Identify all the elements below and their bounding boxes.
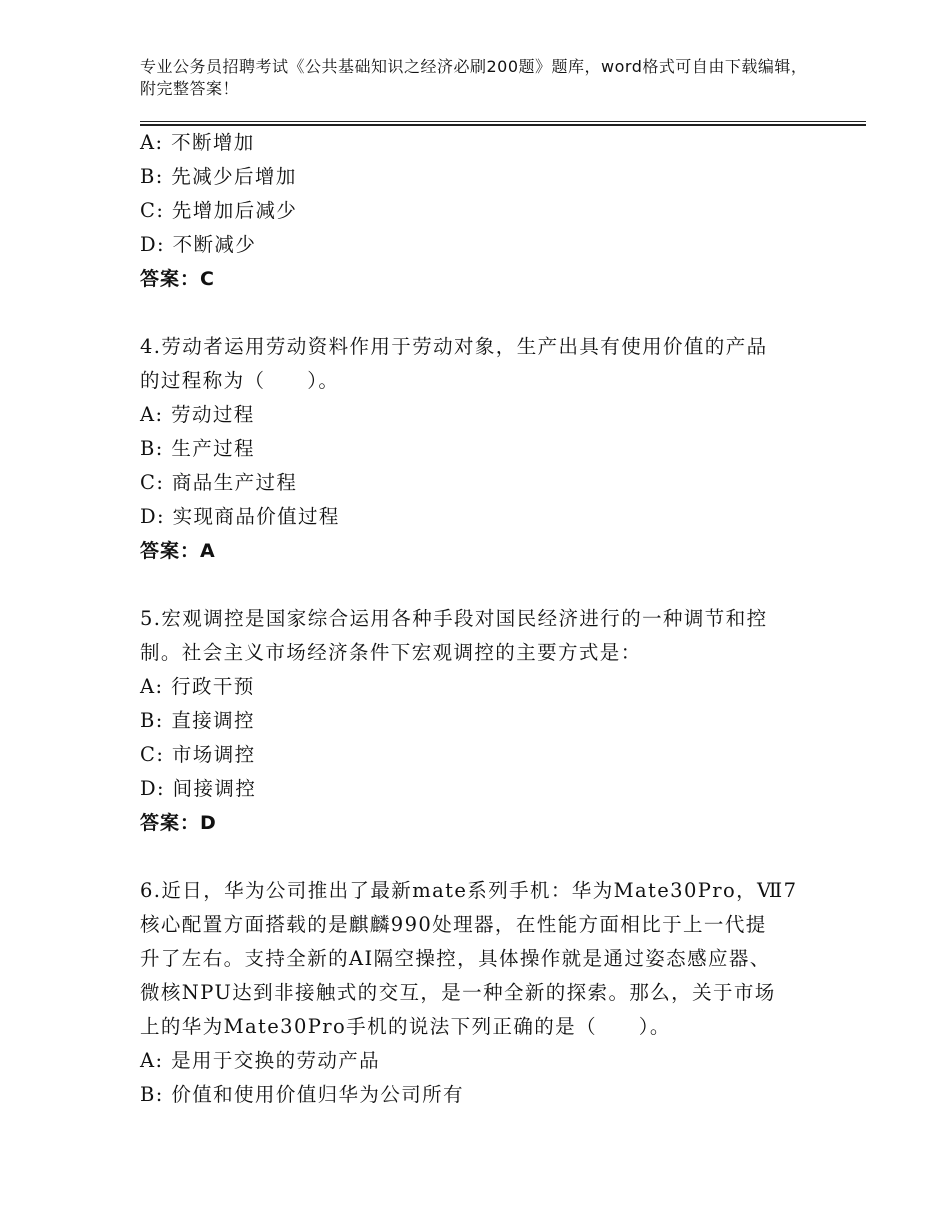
option-d: D: 实现商品价值过程 xyxy=(140,505,340,528)
spacer xyxy=(140,296,820,330)
document-header xyxy=(140,56,820,100)
option-c: C: 市场调控 xyxy=(140,743,256,766)
question-content xyxy=(140,126,820,1112)
question-stem-line: 制。社会主义市场经济条件下宏观调控的主要方式是： xyxy=(140,641,642,664)
answer-label: 答案：A xyxy=(140,540,216,562)
option-a: A: 是用于交换的劳动产品 xyxy=(140,1049,381,1072)
option-a: A: 劳动过程 xyxy=(140,403,255,426)
question-3 xyxy=(140,126,820,296)
option-d: D: 不断减少 xyxy=(140,233,257,256)
question-stem-line: 的过程称为（ ）。 xyxy=(140,369,340,392)
option-b: B: 直接调控 xyxy=(140,709,255,732)
question-stem-line: 6.近日，华为公司推出了最新mate系列手机：华为Mate30Pro，Ⅶ7 xyxy=(140,879,798,902)
question-stem-line: 升了左右。支持全新的AI隔空操控，具体操作就是通过姿态感应器、 xyxy=(140,947,771,970)
question-stem-line: 上的华为Mate30Pro手机的说法下列正确的是（ ）。 xyxy=(140,1015,671,1038)
option-d: D: 间接调控 xyxy=(140,777,257,800)
answer-label: 答案：C xyxy=(140,268,215,290)
header-rule-thin xyxy=(140,121,866,122)
spacer xyxy=(140,568,820,602)
option-a: A: 行政干预 xyxy=(140,675,255,698)
option-c: C: 商品生产过程 xyxy=(140,471,298,494)
header-text: 专业公务员招聘考试《公共基础知识之经济必刷200题》题库，word格式可自由下载编辑，附完整答案！ xyxy=(140,57,808,98)
question-5 xyxy=(140,602,820,840)
option-c: C: 先增加后减少 xyxy=(140,199,298,222)
question-stem-line: 4.劳动者运用劳动资料作用于劳动对象，生产出具有使用价值的产品 xyxy=(140,335,768,358)
answer-label: 答案：D xyxy=(140,812,217,834)
question-stem-line: 5.宏观调控是国家综合运用各种手段对国民经济进行的一种调节和控 xyxy=(140,607,768,630)
spacer xyxy=(140,840,820,874)
question-6 xyxy=(140,874,820,1112)
option-b: B: 价值和使用价值归华为公司所有 xyxy=(140,1083,464,1106)
option-b: B: 生产过程 xyxy=(140,437,255,460)
question-stem-line: 核心配置方面搭载的是麒麟990处理器，在性能方面相比于上一代提 xyxy=(140,913,767,936)
question-stem-line: 微核NPU达到非接触式的交互，是一种全新的探索。那么，关于市场 xyxy=(140,981,776,1004)
option-b: B: 先减少后增加 xyxy=(140,165,297,188)
option-a: A: 不断增加 xyxy=(140,131,255,154)
question-4 xyxy=(140,330,820,568)
